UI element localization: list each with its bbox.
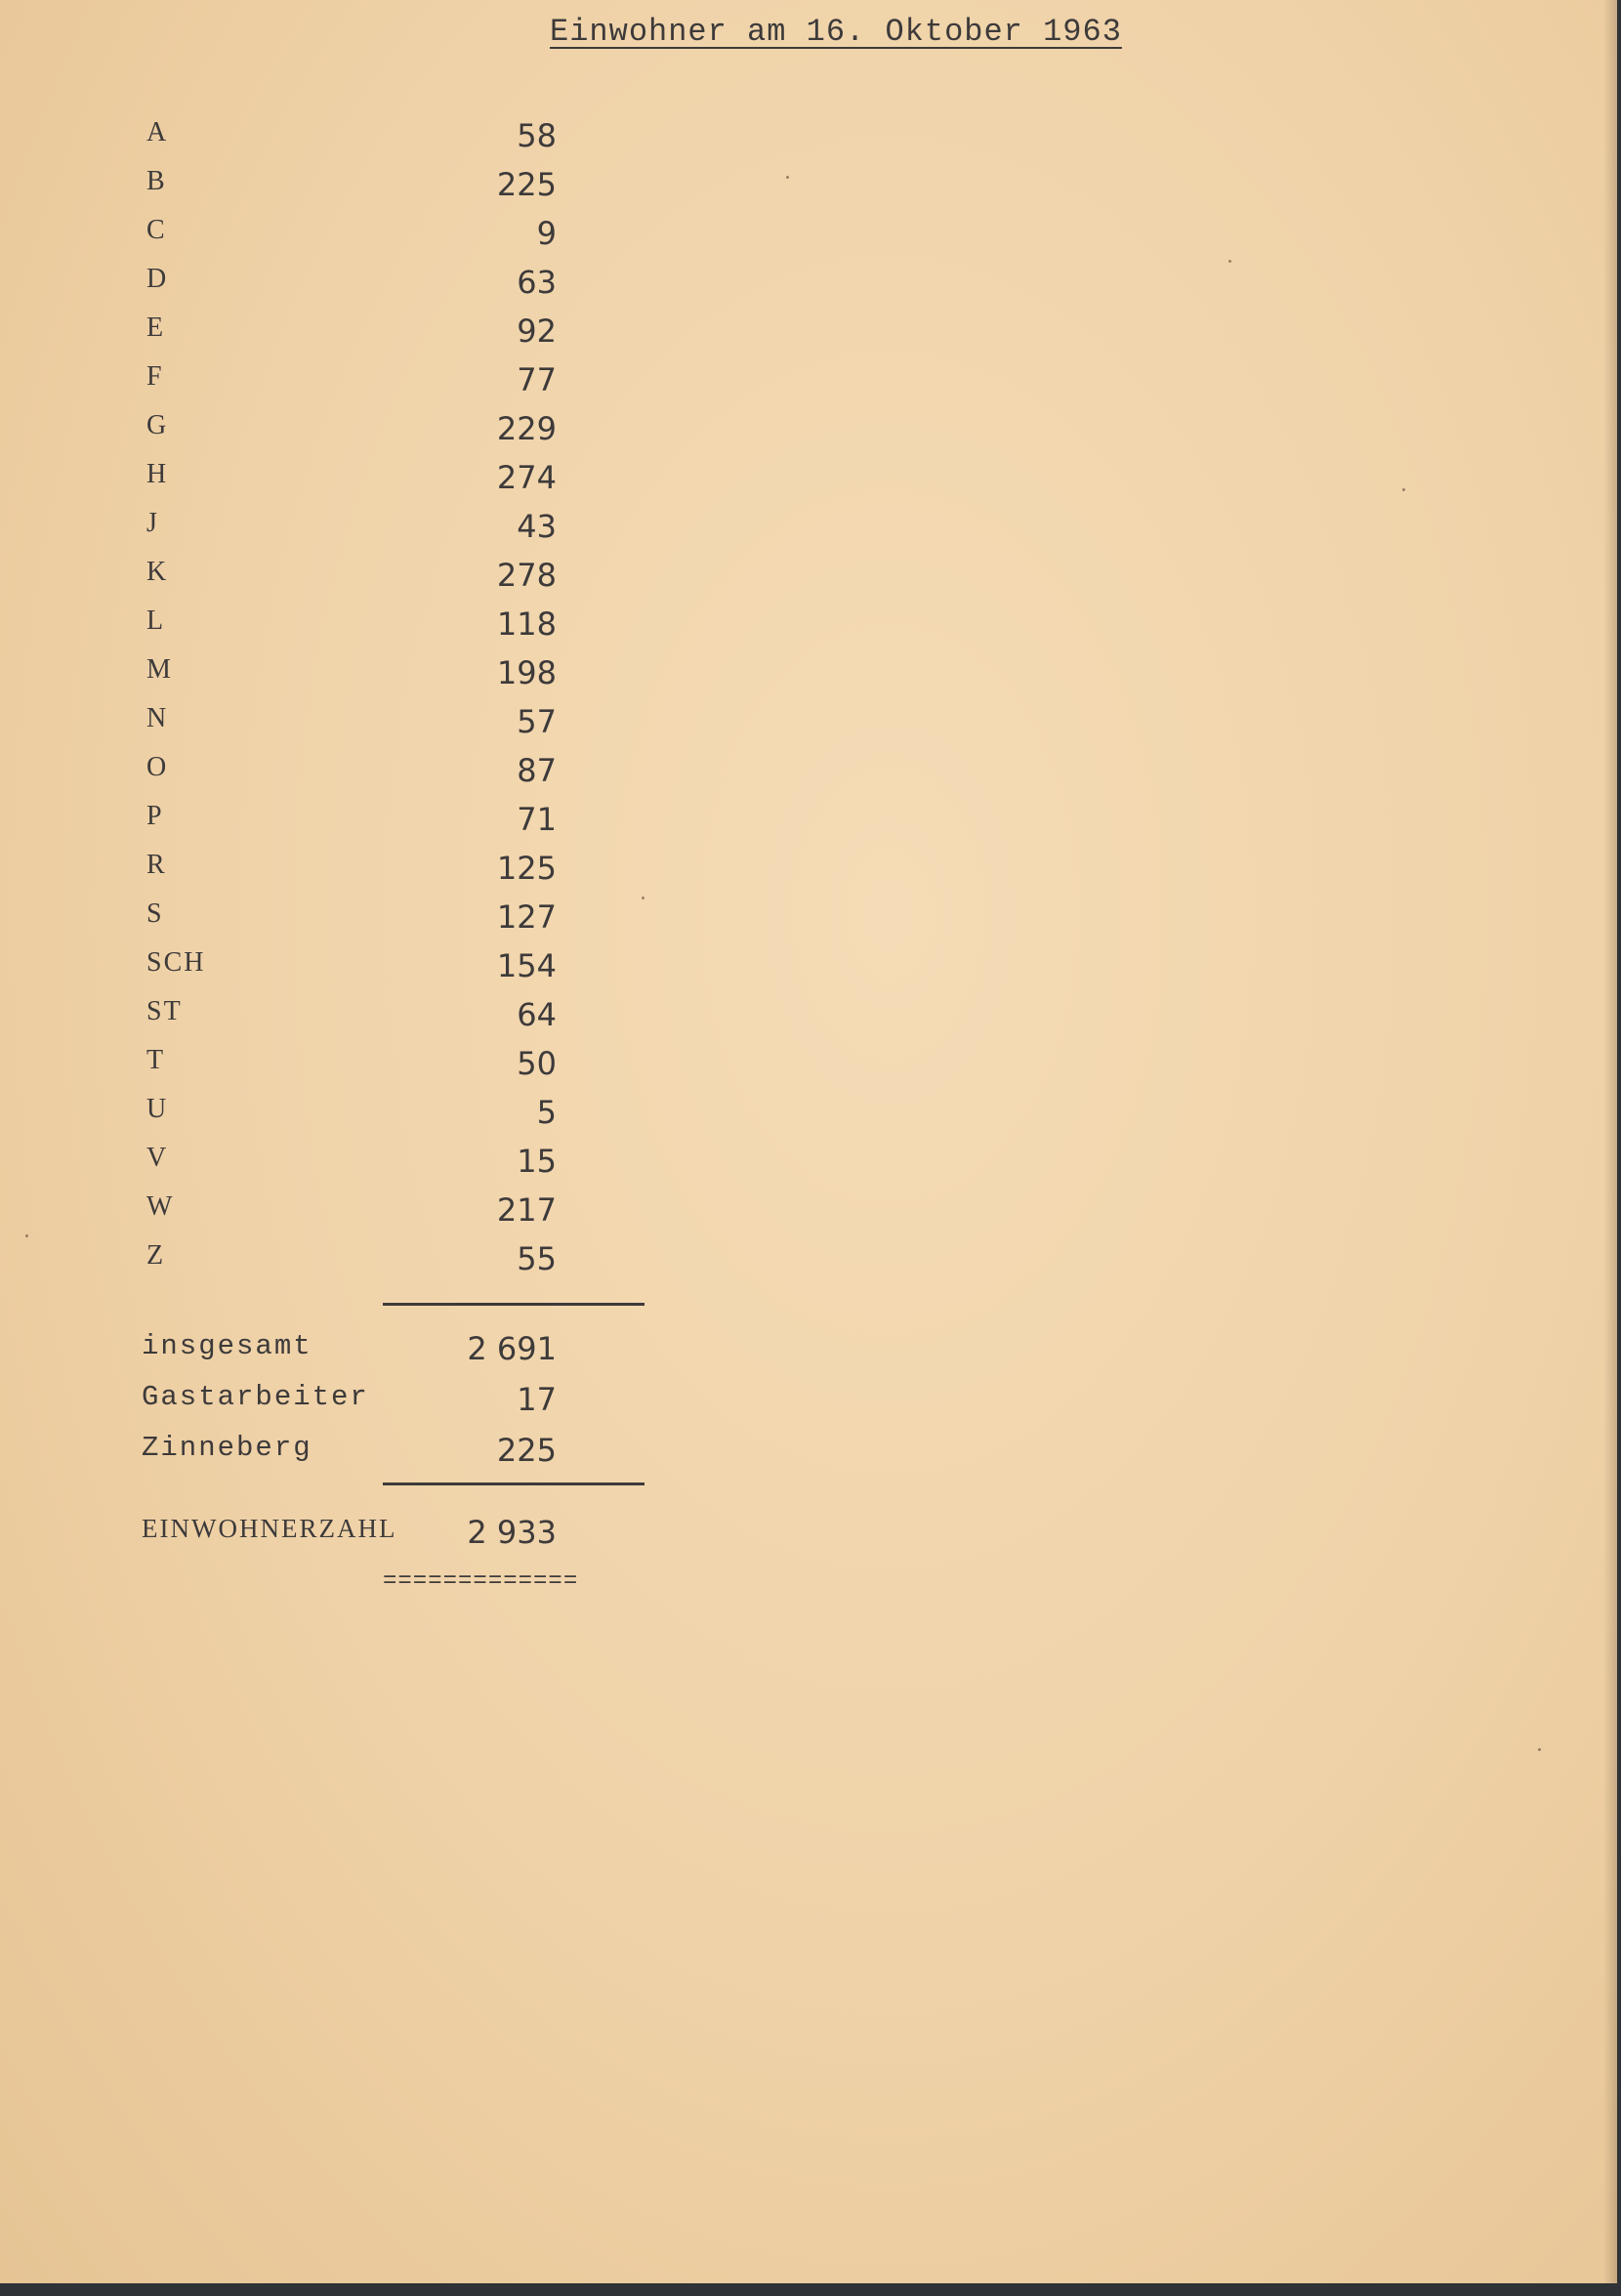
- row-count: 125: [496, 850, 557, 887]
- row-letter: V: [146, 1143, 169, 1173]
- list-item: [146, 898, 557, 938]
- row-letter: W: [146, 1191, 175, 1222]
- row-count: 225: [496, 166, 557, 203]
- list-item: [146, 1143, 557, 1182]
- list-item: [146, 605, 557, 645]
- row-count: 127: [496, 898, 557, 936]
- row-count: 9: [536, 215, 557, 252]
- row-count: 5: [536, 1094, 557, 1131]
- list-item: [146, 313, 557, 352]
- summary-insgesamt: [142, 1330, 557, 1369]
- paper-speck: [1228, 260, 1231, 263]
- list-item: [146, 1045, 557, 1084]
- summary-einwohnerzahl: [142, 1514, 557, 1553]
- row-letter: B: [146, 166, 167, 196]
- gastarbeiter-label: Gastarbeiter: [142, 1381, 369, 1413]
- list-item: [146, 1191, 557, 1231]
- row-letter: M: [146, 654, 173, 685]
- paper-speck: [1402, 488, 1405, 491]
- paper-speck: [786, 176, 789, 179]
- row-count: 229: [496, 410, 557, 447]
- insgesamt-value: 2 691: [467, 1330, 557, 1367]
- row-letter: SCH: [146, 947, 206, 978]
- paper-speck: [642, 897, 644, 899]
- row-count: 58: [517, 117, 557, 154]
- list-item: [146, 264, 557, 303]
- row-letter: S: [146, 898, 164, 929]
- list-item: [146, 459, 557, 498]
- list-item: [146, 1094, 557, 1133]
- insgesamt-label: insgesamt: [142, 1330, 312, 1362]
- scan-background-strip: [0, 2283, 1621, 2296]
- list-item: [146, 947, 557, 986]
- row-letter: A: [146, 117, 169, 147]
- row-count: 15: [517, 1143, 557, 1180]
- list-item: [146, 361, 557, 400]
- subtotal-rule: [383, 1303, 644, 1306]
- row-letter: P: [146, 801, 164, 831]
- page-edge-shadow: [1603, 0, 1617, 2283]
- total-rule: [383, 1482, 644, 1485]
- row-count: 87: [517, 752, 557, 789]
- list-item: [146, 410, 557, 449]
- row-letter: D: [146, 264, 169, 294]
- paper-speck: [25, 1234, 28, 1237]
- row-count: 217: [496, 1191, 557, 1229]
- row-letter: K: [146, 557, 169, 587]
- row-count: 55: [517, 1240, 557, 1277]
- list-item: [146, 801, 557, 840]
- row-letter: L: [146, 605, 166, 636]
- row-count: 63: [517, 264, 557, 301]
- row-letter: U: [146, 1094, 169, 1124]
- row-letter: T: [146, 1045, 166, 1075]
- row-letter: N: [146, 703, 169, 733]
- zinneberg-label: Zinneberg: [142, 1432, 312, 1464]
- row-letter: Z: [146, 1240, 166, 1271]
- list-item: [146, 557, 557, 596]
- row-count: 71: [517, 801, 557, 838]
- row-letter: G: [146, 410, 169, 440]
- summary-zinneberg: [142, 1432, 557, 1471]
- list-item: [146, 117, 557, 156]
- zinneberg-value: 225: [496, 1432, 557, 1469]
- row-count: 118: [496, 605, 557, 643]
- list-item: [146, 166, 557, 205]
- row-letter: ST: [146, 996, 183, 1026]
- list-item: [146, 850, 557, 889]
- document-title: Einwohner am 16. Oktober 1963: [550, 14, 1122, 50]
- summary-gastarbeiter: [142, 1381, 557, 1420]
- list-item: [146, 215, 557, 254]
- list-item: [146, 703, 557, 742]
- row-letter: R: [146, 850, 167, 880]
- row-count: 92: [517, 313, 557, 350]
- list-item: [146, 752, 557, 791]
- list-item: [146, 508, 557, 547]
- row-letter: F: [146, 361, 164, 392]
- list-item: [146, 996, 557, 1035]
- gastarbeiter-value: 17: [517, 1381, 557, 1418]
- row-count: 43: [517, 508, 557, 545]
- row-letter: J: [146, 508, 159, 538]
- list-item: [146, 1240, 557, 1279]
- row-count: 198: [496, 654, 557, 691]
- row-count: 57: [517, 703, 557, 740]
- row-letter: O: [146, 752, 169, 782]
- row-letter: H: [146, 459, 169, 489]
- row-count: 278: [496, 557, 557, 594]
- row-count: 274: [496, 459, 557, 496]
- row-count: 64: [517, 996, 557, 1033]
- row-letter: C: [146, 215, 167, 245]
- einwohnerzahl-value: 2 933: [467, 1514, 557, 1551]
- list-item: [146, 654, 557, 693]
- row-count: 77: [517, 361, 557, 398]
- double-underline: =============: [383, 1568, 579, 1595]
- paper-speck: [1538, 1748, 1541, 1751]
- einwohnerzahl-label: EINWOHNERZAHL: [142, 1514, 397, 1543]
- row-letter: E: [146, 313, 166, 343]
- row-count: 154: [496, 947, 557, 984]
- row-count: 50: [517, 1045, 557, 1082]
